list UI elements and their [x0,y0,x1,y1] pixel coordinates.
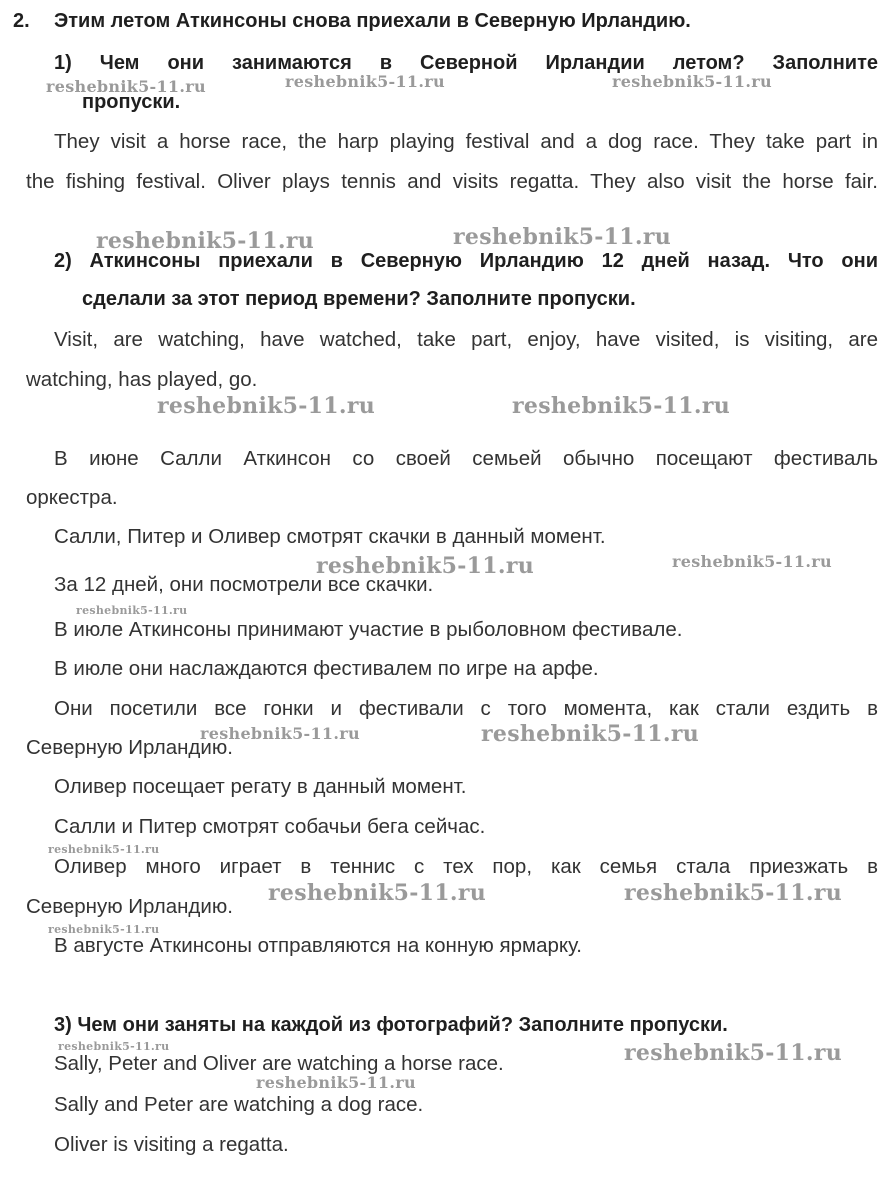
watermark: reshebnik5-11.ru [481,721,700,747]
translation-p8: Салли и Питер смотрят собачьи бега сейчас. [54,815,486,838]
translation-p9-line2: Северную Ирландию. [26,895,233,918]
watermark: reshebnik5-11.ru [453,224,672,250]
watermark: reshebnik5-11.ru [285,72,445,91]
watermark: reshebnik5-11.ru [48,923,160,936]
watermark: reshebnik5-11.ru [612,72,772,91]
part1-answer-line2: the fishing festival. Oliver plays tennis and visits regatta. They also visit the horse fair. [26,170,878,193]
watermark: reshebnik5-11.ru [200,724,360,743]
watermark: reshebnik5-11.ru [672,552,832,571]
translation-p6-line2: Северную Ирландию. [26,736,233,759]
part2-answer-line2: watching, has played, go. [26,368,258,391]
translation-p1-line1: В июне Салли Аткинсон со своей семьей обычно посещают фестиваль [54,447,878,470]
watermark: reshebnik5-11.ru [268,880,487,906]
watermark: reshebnik5-11.ru [316,553,535,579]
exercise-title: Этим летом Аткинсоны снова приехали в Северную Ирландию. [54,10,691,32]
part3-answer2: Sally and Peter are watching a dog race. [54,1093,424,1116]
translation-p10: В августе Аткинсоны отправляются на конную ярмарку. [54,934,582,957]
translation-p6-line1: Они посетили все гонки и фестивали с того момента, как стали ездить в [54,697,878,720]
translation-p7: Оливер посещает регату в данный момент. [54,775,467,798]
translation-p9-line1: Оливер много играет в теннис с тех пор, как семья стала приезжать в [54,855,878,878]
part3-answer1: Sally, Peter and Oliver are watching a horse race. [54,1052,504,1075]
watermark: reshebnik5-11.ru [96,228,315,254]
watermark: reshebnik5-11.ru [624,880,843,906]
translation-p5: В июле они наслаждаются фестивалем по игре на арфе. [54,657,599,680]
part3-answer3: Oliver is visiting a regatta. [54,1133,289,1156]
translation-p1-line2: оркестра. [26,486,118,509]
part2-answer-line1: Visit, are watching, have watched, take part, enjoy, have visited, is visiting, are [54,328,878,351]
part1-question-line2: пропуски. [82,91,181,113]
translation-p3: За 12 дней, они посмотрели все скачки. [54,573,434,596]
watermark: reshebnik5-11.ru [76,604,188,617]
part3-question: 3) Чем они заняты на каждой из фотографий? Заполните пропуски. [54,1014,728,1036]
part1-answer-line1: They visit a horse race, the harp playing festival and a dog race. They take part in [54,130,878,153]
watermark: reshebnik5-11.ru [157,393,376,419]
watermark: reshebnik5-11.ru [512,393,731,419]
exercise-number: 2. [13,10,30,32]
watermark: reshebnik5-11.ru [46,77,206,96]
watermark: reshebnik5-11.ru [58,1040,170,1053]
watermark: reshebnik5-11.ru [256,1073,416,1092]
watermark: reshebnik5-11.ru [624,1040,843,1066]
part2-question-line1: 2) Аткинсоны приехали в Северную Ирландию 12 дней назад. Что они [54,250,878,272]
part2-question-line2: сделали за этот период времени? Заполните пропуски. [82,288,636,310]
watermark: reshebnik5-11.ru [48,843,160,856]
translation-p2: Салли, Питер и Оливер смотрят скачки в данный момент. [54,525,606,548]
part1-question-line1: 1) Чем они занимаются в Северной Ирландии летом? Заполните [54,52,878,74]
translation-p4: В июле Аткинсоны принимают участие в рыболовном фестивале. [54,618,683,641]
